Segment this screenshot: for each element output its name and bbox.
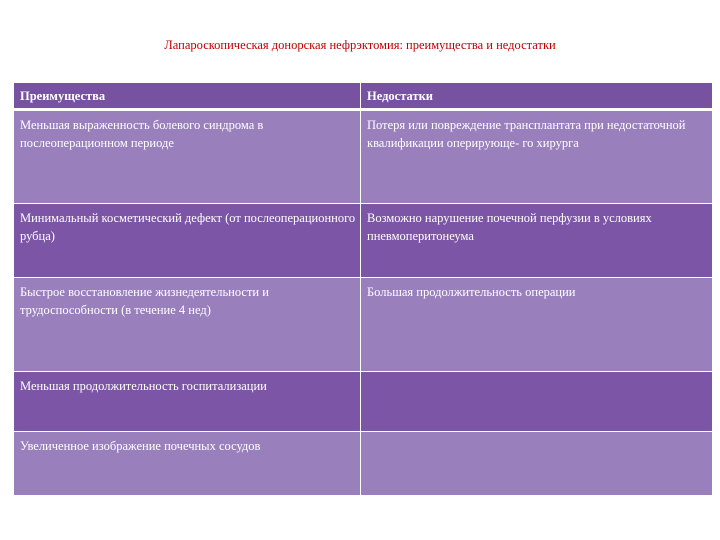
- disadvantage-cell: [361, 432, 713, 496]
- table-row: [14, 372, 713, 432]
- table-row: [14, 110, 713, 204]
- disadvantage-cell: Большая продолжительность операции: [361, 278, 713, 372]
- table-row: [14, 278, 713, 372]
- table-row: [14, 432, 713, 496]
- advantage-cell: Меньшая выраженность болевого синдрома в послеоперационном периоде: [14, 110, 361, 204]
- comparison-table: [13, 82, 713, 496]
- disadvantage-cell: Потеря или повреждение трансплантата при недостаточной квалификации оперирующе- го хирурга: [361, 110, 713, 204]
- table-row: [14, 204, 713, 278]
- advantage-cell: Увеличенное изображение почечных сосудов: [14, 432, 361, 496]
- advantage-cell: Меньшая продолжительность госпитализации: [14, 372, 361, 432]
- disadvantage-cell: [361, 372, 713, 432]
- slide-title: Лапароскопическая донорская нефрэктомия: преимущества и недостатки: [164, 38, 556, 52]
- advantage-cell: Быстрое восстановление жизнедеятельности и трудоспособности (в течение 4 нед): [14, 278, 361, 372]
- table-header-row: [14, 83, 713, 110]
- header-advantages: Преимущества: [14, 83, 361, 110]
- header-disadvantages: Недостатки: [361, 83, 713, 110]
- advantage-cell: Минимальный косметический дефект (от послеоперационного рубца): [14, 204, 361, 278]
- disadvantage-cell: Возможно нарушение почечной перфузии в условиях пневмоперитонеума: [361, 204, 713, 278]
